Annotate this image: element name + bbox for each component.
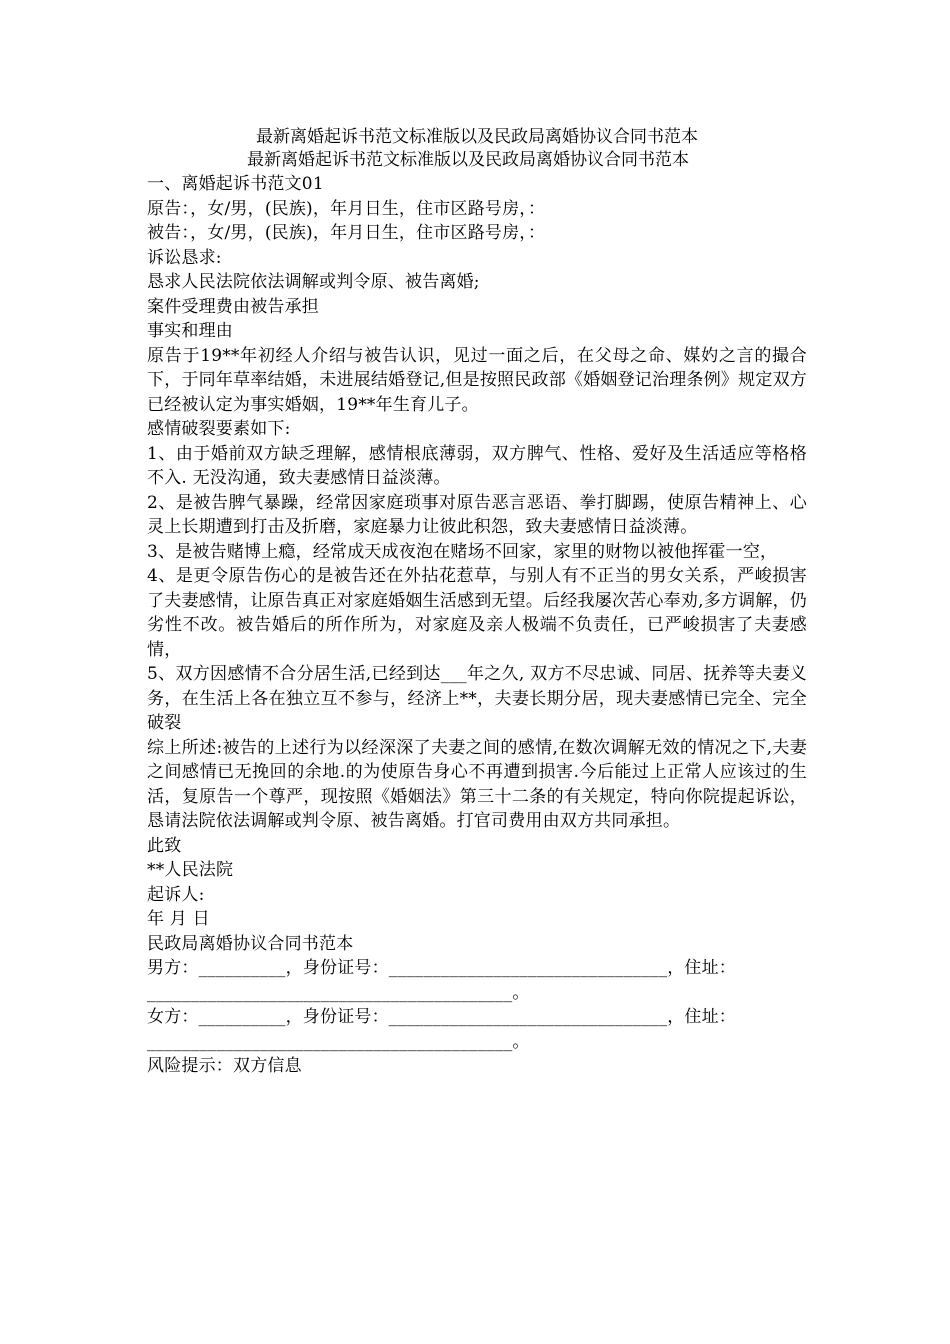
plaintiff-line: 原告：，女/男，(民族)，年月日生，住市区路号房，： xyxy=(147,198,546,219)
reason-item: 2、是被告脾气暴躁，经常因家庭琐事对原告恶言恶语、拳打脚踢，使原告精神上、心灵上长期遭到打击及折磨，家庭暴力让彼此积怨，致夫妻感情日益淡薄。 xyxy=(147,492,807,537)
section-heading: 一、离婚起诉书范文01 xyxy=(147,174,324,194)
document-title: 最新离婚起诉书范文标准版以及民政局离婚协议合同书范本 xyxy=(256,127,698,147)
male-info-line: 男方：__________，身份证号：________________________________，住址： xyxy=(147,958,736,978)
document-body xyxy=(147,172,807,1079)
female-info-line: 女方：__________，身份证号：________________________________，住址： xyxy=(147,1007,736,1027)
agreement-title: 民政局离婚协议合同书范本 xyxy=(147,933,354,954)
date-line: 年 月 日 xyxy=(147,909,210,929)
claims-heading: 诉讼恳求: xyxy=(147,247,222,268)
signer-line: 起诉人: xyxy=(147,884,205,905)
reason-item: 4、是更令原告伤心的是被告还在外拈花惹草，与别人有不正当的男女关系，严峻损害了夫妻感情，让原告真正对家庭婚姻生活感到无望。后经我屡次苦心奉劝,多方调解，仍劣性不改。被告婚后的所作所为，对家庭及亲人极端不负责任，已严峻损害了夫妻感情， xyxy=(147,566,807,660)
reason-item: 5、双方因感情不合分居生活,已经到达___年之久, 双方不尽忠诚、同居、抚养等夫妻义务，在生活上各在独立互不参与，经济上**，夫妻长期分居，现夫妻感情已完全、完全破裂 xyxy=(147,664,807,733)
defendant-line: 被告：，女/男，(民族)，年月日生，住市区路号房，： xyxy=(147,223,546,243)
facts-heading: 事实和理由 xyxy=(147,321,233,341)
risk-note: 风险提示：双方信息 xyxy=(147,1056,302,1076)
female-address-line: __________________________________________。 xyxy=(147,1031,530,1052)
claim-item: 案件受理费由被告承担 xyxy=(147,296,319,317)
document-subtitle: 最新离婚起诉书范文标准版以及民政局离婚协议合同书范本 xyxy=(247,150,689,170)
male-address-line: __________________________________________。 xyxy=(147,982,530,1003)
reason-item: 1、由于婚前双方缺乏理解，感情根底薄弱，双方脾气、性格、爱好及生活适应等格格不入. 无没沟通，致夫妻感情日益淡薄。 xyxy=(147,443,807,488)
facts-paragraph: 原告于19**年初经人介绍与被告认识，见过一面之后，在父母之命、媒妁之言的撮合下，于同年草率结婚，未进展结婚登记,但是按照民政部《婚姻登记治理条例》规定双方已经被认定为事实婚姻，19**年生育儿子。 xyxy=(147,345,807,415)
closing-line: 此致 xyxy=(147,835,182,856)
reason-item: 3、是被告赌博上瘾，经常成天成夜泡在赌场不回家，家里的财物以被他挥霍一空， xyxy=(147,541,778,562)
court-name: **人民法院 xyxy=(147,860,234,880)
claim-item: 恳求人民法院依法调解或判令原、被告离婚; xyxy=(147,272,480,292)
document-page xyxy=(147,126,807,1079)
summary-paragraph: 综上所述:被告的上述行为以经深深了夫妻之间的感情,在数次调解无效的情况之下,夫妻之间感情已无挽回的余地.的为使原告身心不再遭到损害.今后能过上正常人应该过的生活，复原告一个尊严，现按照《婚姻法》第三十二条的有关规定，特向你院提起诉讼，恳请法院依法调解或判令原、被告离婚。打官司费用由双方共同承担。 xyxy=(147,737,807,831)
breakdown-heading: 感情破裂要素如下: xyxy=(147,419,291,439)
